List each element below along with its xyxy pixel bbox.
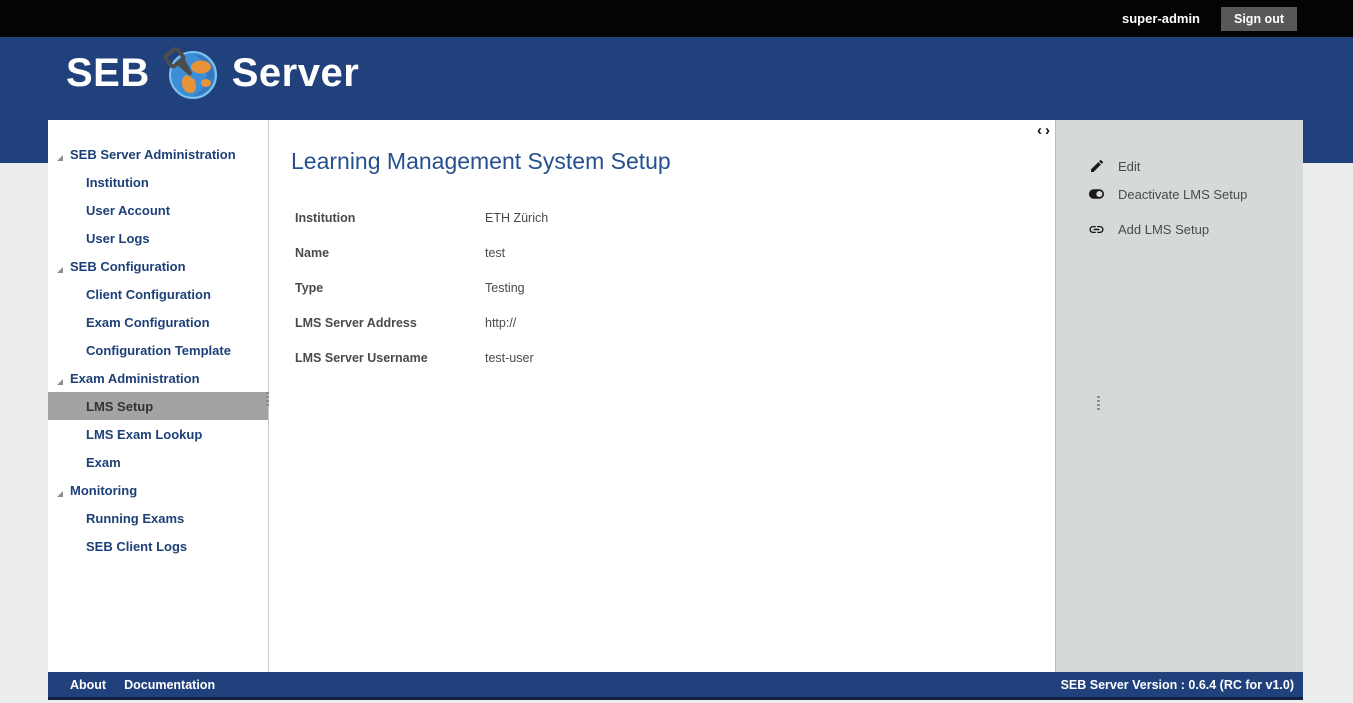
deactivate-lms-setup-action[interactable] xyxy=(1056,180,1303,208)
sidebar-item-label: Exam Configuration xyxy=(86,314,210,330)
field-value: test-user xyxy=(485,350,534,365)
sidebar-nav xyxy=(48,120,269,672)
field-label: Type xyxy=(295,280,324,295)
sidebar-item-label: Institution xyxy=(86,174,149,190)
logo-text-seb: SEB xyxy=(66,50,150,95)
field-row-type xyxy=(295,270,548,305)
field-value: http:// xyxy=(485,315,517,330)
sidebar-item-label: Client Configuration xyxy=(86,286,211,302)
tree-expander-icon[interactable] xyxy=(56,374,64,382)
toggle-icon xyxy=(1088,186,1105,203)
sidebar-item-label: Configuration Template xyxy=(86,342,231,358)
pane-collapse-controls xyxy=(1037,123,1050,139)
logo-text-server: Server xyxy=(231,50,360,95)
field-row-lms-server-username xyxy=(295,340,548,375)
sidebar-item-label: User Account xyxy=(86,202,171,218)
collapse-right-icon[interactable]: › xyxy=(1045,122,1050,139)
panel-splitter-handle[interactable] xyxy=(1097,396,1100,411)
tree-expander-icon[interactable] xyxy=(56,486,64,494)
field-label: Name xyxy=(295,245,330,260)
sidebar-item-configuration-template[interactable] xyxy=(48,336,268,364)
tree-expander-icon[interactable] xyxy=(56,262,64,270)
field-label: Institution xyxy=(295,210,356,225)
field-label: LMS Server Address xyxy=(295,315,417,330)
sidebar-item-running-exams[interactable] xyxy=(48,504,268,532)
footer-bar xyxy=(48,672,1303,700)
sidebar-item-exam-administration[interactable] xyxy=(48,364,268,392)
sidebar-item-label: User Logs xyxy=(86,230,150,246)
field-row-lms-server-address xyxy=(295,305,548,340)
sidebar-item-seb-server-administration[interactable] xyxy=(48,140,268,168)
sidebar-item-label: Exam Administration xyxy=(70,370,200,386)
app-shell xyxy=(48,120,1303,703)
current-user-label: super-admin xyxy=(1121,11,1200,26)
documentation-link[interactable]: Documentation xyxy=(124,677,216,692)
field-label: LMS Server Username xyxy=(295,350,428,365)
link-icon xyxy=(1088,221,1105,238)
sign-out-button[interactable]: Sign out xyxy=(1221,7,1297,31)
version-label: SEB Server Version : 0.6.4 (RC for v1.0) xyxy=(1060,677,1294,692)
sidebar-item-institution[interactable] xyxy=(48,168,268,196)
lms-setup-form xyxy=(295,200,548,375)
sidebar-item-seb-client-logs[interactable] xyxy=(48,532,268,560)
field-value: Testing xyxy=(485,280,525,295)
sidebar-item-label: Running Exams xyxy=(86,510,185,526)
pencil-icon xyxy=(1088,158,1105,175)
sidebar-item-label: Exam xyxy=(86,454,121,470)
field-value: ETH Zürich xyxy=(485,210,549,225)
main-content xyxy=(269,120,1055,672)
sidebar-item-seb-configuration[interactable] xyxy=(48,252,268,280)
sidebar-item-label: SEB Server Administration xyxy=(70,146,236,162)
sidebar-item-label: LMS Setup xyxy=(86,398,154,414)
sidebar-item-label: SEB Client Logs xyxy=(86,538,188,554)
sidebar-item-label: Monitoring xyxy=(70,482,138,498)
sidebar-item-lms-exam-lookup[interactable] xyxy=(48,420,268,448)
action-label: Add LMS Setup xyxy=(1118,221,1210,237)
action-label: Deactivate LMS Setup xyxy=(1118,186,1248,202)
field-value: test xyxy=(485,245,506,260)
page-title: Learning Management System Setup xyxy=(291,148,671,174)
sidebar-item-exam[interactable] xyxy=(48,448,268,476)
sidebar-item-lms-setup[interactable] xyxy=(48,392,268,420)
globe-lock-icon xyxy=(163,45,219,101)
action-label: Edit xyxy=(1118,158,1141,174)
sidebar-item-monitoring[interactable] xyxy=(48,476,268,504)
collapse-left-icon[interactable]: ‹ xyxy=(1037,122,1042,139)
sidebar-item-user-logs[interactable] xyxy=(48,224,268,252)
about-link[interactable]: About xyxy=(70,677,107,692)
sidebar-item-client-configuration[interactable] xyxy=(48,280,268,308)
field-row-name xyxy=(295,235,548,270)
sidebar-splitter-handle[interactable] xyxy=(266,392,269,407)
seb-server-logo xyxy=(66,45,359,101)
sidebar-item-exam-configuration[interactable] xyxy=(48,308,268,336)
sidebar-item-label: LMS Exam Lookup xyxy=(86,426,203,442)
add-lms-setup-action[interactable] xyxy=(1056,215,1303,243)
top-bar xyxy=(0,0,1353,37)
sidebar-item-label: SEB Configuration xyxy=(70,258,186,274)
sidebar-item-user-account[interactable] xyxy=(48,196,268,224)
edit-action[interactable] xyxy=(1056,152,1303,180)
tree-expander-icon[interactable] xyxy=(56,150,64,158)
field-row-institution xyxy=(295,200,548,235)
action-panel xyxy=(1055,120,1303,672)
